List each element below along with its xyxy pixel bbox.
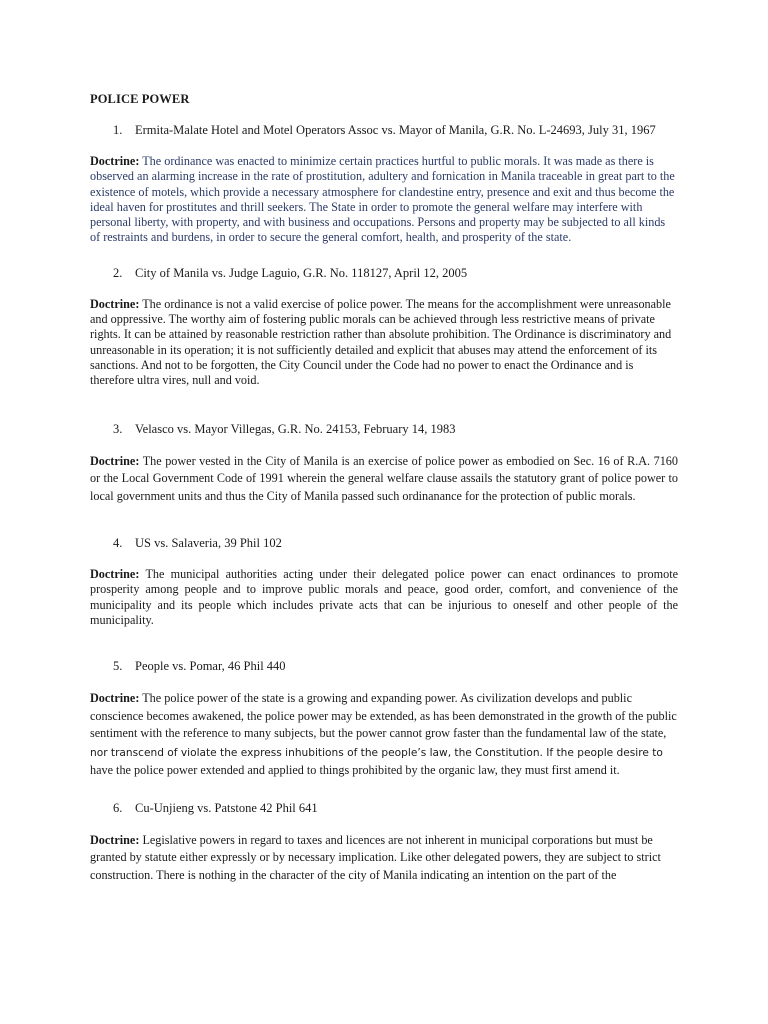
case-number: 2. xyxy=(113,265,123,280)
case-doctrine-2 xyxy=(90,297,678,389)
case-title-3 xyxy=(90,421,678,437)
case-name: US vs. Salaveria, 39 Phil 102 xyxy=(135,536,282,551)
case-name: City of Manila vs. Judge Laguio, G.R. No. 118127, April 12, 2005 xyxy=(135,265,468,280)
doctrine-text: The ordinance was enacted to minimize certain practices hurtful to public morals. It was made as there is observed an alarming increase in the rate of prostitution, adultery and fornication in Manila traceable in great part to the existence of motels, which provide a necessary atmosphere for clandestine entry, presence and exit and thus become the ideal haven for prostitutes and thrill seekers. The State in order to promote the general welfare may interfere with personal liberty, with property, and with business and occupations. Persons and property may be subjected to all kinds of restraints and burdens, in order to secure the general comfort, health, and prosperity of the state. xyxy=(90,154,675,245)
case-title-1 xyxy=(90,122,678,138)
case-doctrine-4 xyxy=(90,567,678,628)
doctrine-label: Doctrine: xyxy=(90,567,140,582)
case-number: 1. xyxy=(113,123,123,137)
doctrine-text: The municipal authorities acting under their delegated police power can enact ordinances to promote prosperity among people and to improve public morals and peace, good order, comfort, and convenience of the municipality and its people which includes private acts that can be injurious to oneself and other people of the municipality. xyxy=(90,567,678,627)
case-number: 5. xyxy=(113,659,123,674)
doctrine-text-end: have the police power extended and applied to things prohibited by the organic law, they must first amend it. xyxy=(90,763,620,778)
doctrine-label: Doctrine: xyxy=(90,691,140,706)
case-title-4 xyxy=(90,535,678,551)
case-name: People vs. Pomar, 46 Phil 440 xyxy=(135,659,286,674)
case-name: Cu-Unjieng vs. Patstone 42 Phil 641 xyxy=(135,800,318,815)
case-number: 3. xyxy=(113,421,123,436)
case-name: Velasco vs. Mayor Villegas, G.R. No. 24153, February 14, 1983 xyxy=(135,421,456,436)
doctrine-text: The ordinance is not a valid exercise of police power. The means for the accomplishment were unreasonable and oppressive. The worthy aim of fostering public morals can be achieved through less restrictive means of private rights. It can be attained by reasonable restriction rather than absolute prohibition. The Ordinance is discriminatory and unreasonable in its operation; it is not sufficiently detailed and explicit that abuses may attend the enforcement of its sanctions. And not to be forgotten, the City Council under the Code had no power to enact the Ordinance and is therefore ultra vires, null and void. xyxy=(90,296,672,388)
case-number: 6. xyxy=(113,800,123,815)
case-name: Ermita-Malate Hotel and Motel Operators Assoc vs. Mayor of Manila, G.R. No. L-24693, July 31, 1967 xyxy=(135,123,656,137)
case-doctrine-5 xyxy=(90,690,678,780)
doctrine-text: Legislative powers in regard to taxes and licences are not inherent in municipal corporations but must be granted by statute either expressly or by necessary implication. Like other delegated powers, they are subject to strict construction. There is nothing in the character of the city of Manila indicating an intention on the part of the xyxy=(90,832,661,882)
document-page xyxy=(90,92,678,884)
case-doctrine-1 xyxy=(90,154,678,246)
case-number: 4. xyxy=(113,536,123,551)
doctrine-label: Doctrine: xyxy=(90,296,140,311)
page-heading: POLICE POWER xyxy=(90,92,190,106)
doctrine-label: Doctrine: xyxy=(90,453,140,468)
case-title-5 xyxy=(90,658,678,674)
case-title-2 xyxy=(90,265,678,281)
case-doctrine-6 xyxy=(90,832,678,885)
doctrine-text-sans: nor transcend of violate the express inhubitions of the people’s law, the Constitution. If the people desire to xyxy=(90,746,663,759)
doctrine-label: Doctrine: xyxy=(90,154,140,168)
case-doctrine-3 xyxy=(90,453,678,506)
doctrine-text: The power vested in the City of Manila is an exercise of police power as embodied on Sec. 16 of R.A. 7160 or the Local Government Code of 1991 wherein the general welfare clause assails the statutory grant of police power to local government units and thus the City of Manila passed such ordinanance for the protection of public morals. xyxy=(90,453,678,503)
doctrine-label: Doctrine: xyxy=(90,832,140,847)
doctrine-text: The police power of the state is a growing and expanding power. As civilization develops and public conscience becomes awakened, the police power may be extended, as has been demonstrated in the growth of the public sentiment with the reference to many subjects, but the power cannot grow faster than the fundamental law of the state, xyxy=(90,691,677,741)
case-title-6 xyxy=(90,800,678,816)
